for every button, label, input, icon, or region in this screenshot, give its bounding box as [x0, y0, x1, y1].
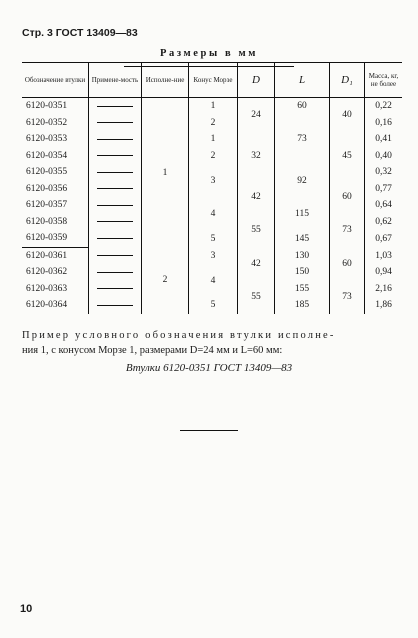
cell-applicability: [89, 131, 142, 148]
cell-mass: 0,40: [365, 148, 403, 165]
cell-morse: 1: [189, 98, 238, 115]
cell-mass: 0,16: [365, 115, 403, 132]
dimensions-table: [22, 62, 402, 314]
cell-L: 130: [275, 247, 330, 264]
cell-mass: 0,32: [365, 164, 403, 181]
cell-code: 6120-0352: [26, 117, 68, 128]
cell-D: 24: [238, 98, 275, 132]
note-line-1: Пример условного обозначения втулки исполне-: [22, 330, 336, 341]
cell-L: 115: [275, 197, 330, 230]
page-number: 10: [20, 603, 33, 615]
cell-mass: 0,22: [365, 98, 403, 115]
cell-mass: 1,86: [365, 297, 403, 314]
header-designation: Обозначение втулки: [22, 63, 89, 98]
cell-D: 42: [238, 181, 275, 214]
cell-D1: 73: [330, 214, 365, 248]
cell-applicability: [89, 264, 142, 281]
cell-morse: 2: [189, 115, 238, 132]
cell-code: 6120-0363: [26, 283, 68, 294]
cell-morse: 1: [189, 131, 238, 148]
header-L: L: [275, 63, 330, 98]
cell-applicability: [89, 214, 142, 231]
cell-L: 60: [275, 98, 330, 115]
table-row: [22, 98, 402, 115]
cell-morse: 4: [189, 197, 238, 230]
designation-example: Втулки 6120-0351 ГОСТ 13409—83: [125, 362, 293, 374]
cell-applicability: [89, 230, 142, 247]
cell-morse: 3: [189, 164, 238, 197]
cell-code: 6120-0353: [26, 134, 68, 145]
cell-morse: 2: [189, 148, 238, 165]
cell-mass: 0,41: [365, 131, 403, 148]
table-row: [22, 131, 402, 148]
table-header-row: [22, 63, 402, 98]
cell-mass: 0,62: [365, 214, 403, 231]
cell-mass: 0,64: [365, 197, 403, 214]
header-execution: Исполне-ние: [142, 63, 189, 98]
cell-L: 185: [275, 297, 330, 314]
cell-L: 73: [275, 115, 330, 165]
cell-applicability: [89, 197, 142, 214]
cell-L: 145: [275, 230, 330, 247]
cell-applicability: [89, 148, 142, 165]
cell-morse: 5: [189, 297, 238, 314]
cell-applicability: [89, 281, 142, 298]
cell-applicability: [89, 297, 142, 314]
cell-D1: 73: [330, 281, 365, 314]
cell-D1: 45: [330, 131, 365, 181]
cell-code: 6120-0364: [26, 300, 68, 311]
cell-applicability: [89, 115, 142, 132]
cell-morse: 4: [189, 264, 238, 297]
cell-mass: 2,16: [365, 281, 403, 298]
note-line-2: ния 1, с конусом Морзе 1, размерами D=24 мм и L=60 мм:: [22, 345, 283, 356]
cell-applicability: [89, 164, 142, 181]
header-D1: D₁: [330, 63, 365, 98]
cell-code: 6120-0356: [26, 183, 68, 194]
cell-L: 92: [275, 164, 330, 197]
example-note: [22, 328, 402, 358]
cell-D1: 60: [330, 247, 365, 281]
cell-code: 6120-0351: [26, 101, 68, 112]
header-morse-cone: Конус Морзе: [189, 63, 238, 98]
cell-code: 6120-0355: [26, 167, 68, 178]
cell-mass: 1,03: [365, 247, 403, 264]
page-header: Стр. 3 ГОСТ 13409—83: [22, 27, 138, 39]
cell-D1: 40: [330, 98, 365, 132]
cell-mass: 0,67: [365, 230, 403, 247]
end-rule: [180, 430, 238, 431]
cell-applicability: [89, 247, 142, 264]
cell-mass: 0,94: [365, 264, 403, 281]
cell-code: 6120-0357: [26, 200, 68, 211]
cell-execution: 1: [142, 98, 189, 248]
cell-mass: 0,77: [365, 181, 403, 198]
cell-D: 55: [238, 214, 275, 248]
cell-D: 55: [238, 281, 275, 314]
cell-code: 6120-0354: [26, 150, 68, 161]
cell-code: 6120-0358: [26, 216, 68, 227]
header-mass: Масса, кг, не более: [365, 63, 403, 98]
cell-code: 6120-0362: [26, 267, 68, 278]
cell-D: 42: [238, 247, 275, 281]
cell-D1: 60: [330, 181, 365, 214]
cell-applicability: [89, 181, 142, 198]
cell-morse: 5: [189, 230, 238, 247]
caption-text: Размеры в мм: [159, 48, 258, 59]
cell-D: 32: [238, 131, 275, 181]
cell-execution: 2: [142, 247, 189, 314]
cell-code: 6120-0361: [26, 250, 68, 261]
cell-L: 150: [275, 264, 330, 281]
cell-morse: 3: [189, 247, 238, 264]
cell-applicability: [89, 98, 142, 115]
cell-code: 6120-0359: [22, 230, 89, 247]
header-applicability: Примене-мость: [89, 63, 142, 98]
header-D: D: [238, 63, 275, 98]
table-row: [22, 247, 402, 264]
cell-L: 155: [275, 281, 330, 298]
